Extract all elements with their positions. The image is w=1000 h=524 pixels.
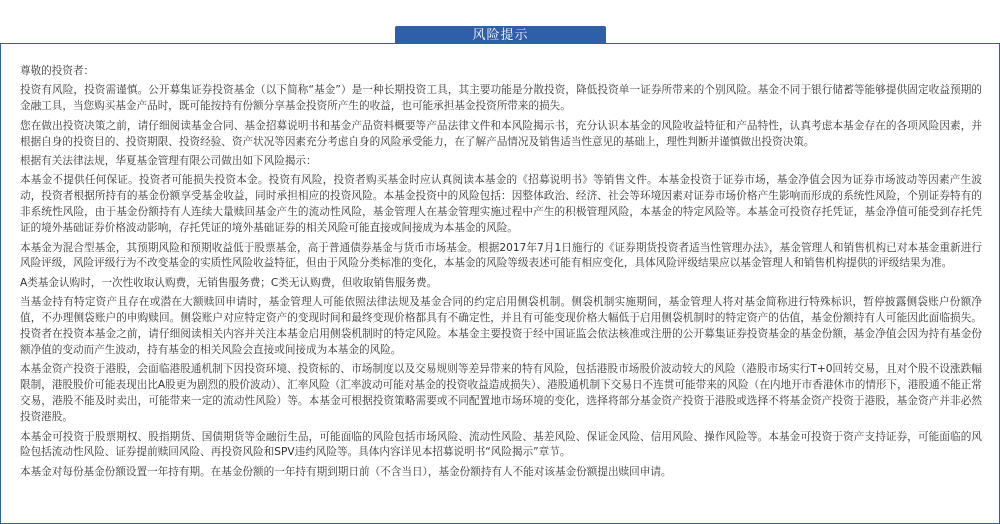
paragraph-holding-period: 本基金对每份基金份额设置一年持有期。在基金份额的一年持有期到期日前（不含当日），基金份额持有人不能对该基金份额提出赎回申请。: [20, 465, 672, 478]
risk-disclosure-panel: [0, 43, 1000, 524]
paragraph-hk-stock-connect: 本基金资产投资于港股，会面临港股通机制下因投资环境、投资标的、市场制度以及交易规则等差异带来的特有风险，包括港股市场股价波动较大的风险（港股市场实行T+0回转交易，且对个股不设涨跌幅限制，港股股价可能表现出比A股更为剧烈的股价波动）、汇率风险（汇率波动可能对基金的投资收益造成损失）、港股通机制下交易日不连贯可能带来的风险（在内地开市香港休市的情形下，港股通不能正常交易，港股不能及时卖出，可能带来一定的流动性风险）等。本基金可根据投资策略需要或不同配置地市场环境的变化，选择将部分基金资产投资于港股或选择不将基金资产投资于港股，基金资产并非必然投资港股。: [20, 363, 982, 424]
risk-disclosure-content: [20, 64, 982, 484]
paragraph-fund-type: 本基金为混合型基金，其预期风险和预期收益低于股票基金，高于普通债券基金与货币市场基金。根据2017年7月1日施行的《证券期货投资者适当性管理办法》，基金管理人和销售机构已对本基金重新进行风险评级，风险评级行为不改变基金的实质性风险收益特征，但由于风险分类标准的变化，本基金的风险等级表述可能有相应变化，具体风险评级结果应以基金管理人和销售机构提供的评级结果为准。: [20, 241, 982, 270]
paragraph-read-documents: 您在做出投资决策之前，请仔细阅读基金合同、基金招募说明书和基金产品资料概要等产品法律文件和本风险揭示书，充分认识本基金的风险收益特征和产品特性，认真考虑本基金存在的各项风险因素，并根据自身的投资目的、投资期限、投资经验、资产状况等因素充分考虑自身的风险承受能力，在了解产品情况及销售适当性意见的基础上，理性判断并谨慎做出投资决策。: [20, 119, 982, 148]
tab-risk-warning: 风险提示: [395, 26, 606, 46]
paragraph-disclosure-intro: 根据有关法律法规，华夏基金管理有限公司做出如下风险揭示：: [20, 155, 317, 168]
paragraph-greeting: 尊敬的投资者：: [20, 65, 95, 77]
paragraph-derivatives: 本基金可投资于股票期权、股指期货、国债期货等金融衍生品，可能面临的风险包括市场风险、流动性风险、基差风险、保证金风险、信用风险、操作风险等。本基金可投资于资产支持证券，可能面临的风险包括流动性风险、证券提前赎回风险、再投资风险和SPV违约风险等。具体内容详见本招募说明书“风险揭示”章节。: [20, 430, 982, 459]
paragraph-no-guarantee: 本基金不提供任何保证。投资者可能损失投资本金。投资有风险，投资者购买基金时应认真阅读本基金的《招募说明书》等销售文件。本基金投资于证券市场，基金净值会因为证券市场波动等因素产生波动，投资者根据所持有的基金份额享受基金收益，同时承担相应的投资风险。本基金投资中的风险包括：因整体政治、经济、社会等环境因素对证券市场价格产生影响而形成的系统性风险，个别证券特有的非系统性风险，由于基金份额持有人连续大量赎回基金产生的流动性风险，基金管理人在基金管理实施过程中产生的积极管理风险，本基金的特定风险等。本基金可投资存托凭证，基金净值可能受到存托凭证的境外基础证券价格波动影响，存托凭证的境外基础证券的相关风险可能直接或间接成为本基金的风险。: [20, 174, 982, 235]
paragraph-fee-classes: A类基金认购时，一次性收取认购费，无销售服务费；C类无认购费，但收取销售服务费。: [20, 276, 438, 289]
paragraph-side-pocket: 当基金持有特定资产且存在或潜在大额赎回申请时，基金管理人可能依照法律法规及基金合同的约定启用侧袋机制。侧袋机制实施期间，基金管理人将对基金简称进行特殊标识，暂停披露侧袋账户份额净值，不办理侧袋账户的申购赎回。侧袋账户对应特定资产的变现时间和最终变现价格都具有不确定性，并且有可能变现价格大幅低于启用侧袋机制时的特定资产的估值，基金份额持有人可能因此面临损失。投资者在投资本基金之前，请仔细阅读相关内容并关注本基金启用侧袋机制时的特定风险。本基金主要投资于经中国证监会依法核准或注册的公开募集证券投资基金的基金份额，基金净值会因为持有基金份额净值的变动而产生波动，持有基金的相关风险会直接或间接成为本基金的风险。: [20, 296, 982, 356]
paragraph-investment-risk: 投资有风险，投资需谨慎。公开募集证券投资基金（以下简称“基金”）是一种长期投资工具，其主要功能是分散投资，降低投资单一证券所带来的个别风险。基金不同于银行储蓄等能够提供固定收益预期的金融工具，当您购买基金产品时，既可能按持有份额分享基金投资所产生的收益，也可能承担基金投资所带来的损失。: [20, 84, 982, 113]
